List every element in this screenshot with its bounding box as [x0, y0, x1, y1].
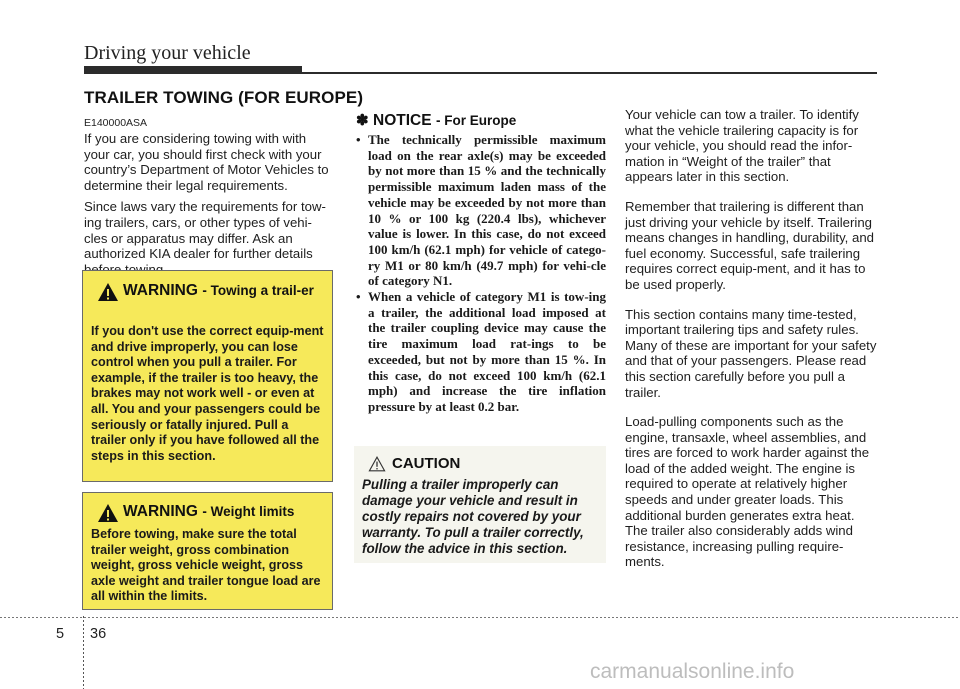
intro-paragraph: Since laws vary the requirements for tow-ing trailers, cars, or other types of vehi-cles or apparatus may differ. Ask an authorized KIA dealer for further details [84, 199, 326, 262]
header-title: Driving your vehicle [84, 42, 251, 64]
caution-triangle-icon [368, 456, 386, 472]
warning-text: If you don't use the correct equip-ment and drive improperly, you can lose control when you pull a trailer. For example, if the trailer is too heavy, the brakes may not work well - or even at all. You and your passengers could be seriously or fatally injured. Pull a trailer only if you have followed all the steps in this section. [91, 324, 324, 463]
notice-item: • When a vehicle of category M1 is tow-ing a trailer, the additional load imposed at the trailer coupling device may cause the tire maximum load rat-ings to be exceeded, but not by more than 15 %. In this case, do not exceed 100 km/h (62.1 mph) and increase the tire inflation pressure by at least 0.2 bar. [356, 289, 606, 415]
section-title: TRAILER TOWING (FOR EUROPE) [84, 88, 364, 107]
notice-label: NOTICE [373, 112, 432, 129]
intro-paragraph: If you are considering towing with with your car, you should first check with your country’s Department of Motor Vehicles to determine their legal requirements. [84, 131, 329, 193]
warning-box-towing [82, 270, 333, 482]
right-column-text [625, 107, 878, 584]
caution-label: CAUTION [392, 455, 461, 472]
watermark: carmanualsonline.info [590, 660, 795, 683]
notice-item: • The technically permissible maximum load on the rear axle(s) may be exceeded by not more than 15 % and the technically permissible maximum laden mass of the vehicle may be exceeded by not more than 10 % or 100 kg (220.4 lbs), whichever value is lower. In this case, do not exceed 100 km/h (62.1 mph) for vehicle of catego-ry M1 or 80 km/h (49.7 mph) for vehi-cle of category N1. [356, 132, 606, 289]
section-number: 5 [56, 626, 65, 642]
warning-triangle-icon [97, 282, 119, 302]
caution-header [368, 455, 460, 472]
notice-mark-icon: ✽ [356, 112, 369, 129]
notice-heading [356, 111, 516, 130]
header-rule [84, 72, 877, 74]
section-code: E140000ASA [84, 117, 148, 129]
caution-text: Pulling a trailer improperly can damage your vehicle and result in costly repairs not covered by your warranty. To pull a trailer correctly, follow the advice in this section. [362, 477, 584, 556]
warning-box-weight [82, 492, 333, 610]
warning-label: WARNING [123, 282, 198, 299]
warning-triangle-icon [97, 503, 119, 523]
warning-header [97, 282, 325, 302]
warning-label: WARNING [123, 503, 198, 520]
body-paragraph: Your vehicle can tow a trailer. To identify what the vehicle trailering capacity is for your vehicle, you should read the infor-mation in “Weight of the trailer” that appears later in this section. [625, 107, 859, 185]
notice-subtitle: - For Europe [436, 113, 517, 128]
warning-subtitle: - Towing a trail-er [202, 283, 314, 298]
warning-text: Before towing, make sure the total trailer weight, gross combination weight, gross vehicle weight, gross axle weight and trailer tongue load are all within the limits. [91, 527, 321, 604]
body-paragraph: Load-pulling components such as the engine, transaxle, wheel assemblies, and tires are forced to work harder against the load of the added weight. The engine is required to operate at relatively higher speeds and under greater loads. This additional burden generates extra heat. The trailer also considerably adds wind resistance, increasing pulling require-ments. [625, 414, 870, 570]
notice-list [356, 132, 606, 415]
footer-rule [0, 617, 960, 618]
intro-text [84, 131, 334, 283]
caution-box [354, 446, 606, 563]
body-paragraph: This section contains many time-tested, important trailering tips and safety rules. Many of these are important for your safety and that of your passengers. Please read this section carefully before you pull a trailer. [625, 306, 877, 400]
body-paragraph: Remember that trailering is different than just driving your vehicle by itself. Trailering means changes in handling, durability, and fuel economy. Successful, safe trailering requires correct equip-ment, and it has to be used properly. [625, 198, 875, 292]
warning-header [97, 503, 327, 523]
footer-divider [83, 616, 84, 689]
page-number: 36 [90, 626, 107, 642]
warning-subtitle: - Weight limits [202, 504, 295, 519]
